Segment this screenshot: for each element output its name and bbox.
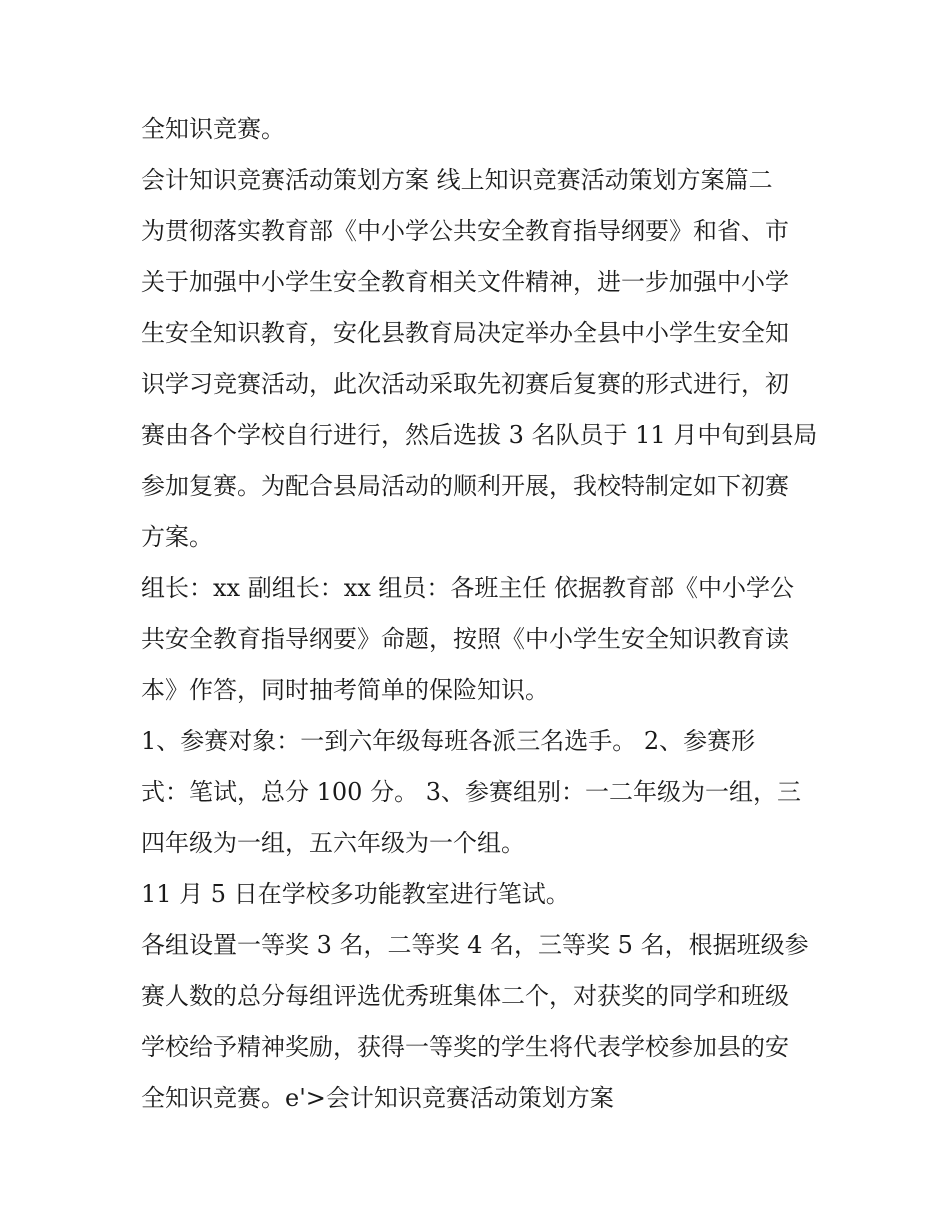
text-line: 共安全教育指导纲要》命题，按照《中小学生安全知识教育读 xyxy=(141,625,789,653)
text-line: 各组设置一等奖 3 名，二等奖 4 名，三等奖 5 名，根据班级参 xyxy=(141,931,809,959)
text-line: 赛由各个学校自行进行，然后选拔 3 名队员于 11 月中旬到县局 xyxy=(141,421,818,449)
text-line: 会计知识竞赛活动策划方案 线上知识竞赛活动策划方案篇二 xyxy=(141,166,773,194)
text-line: 识学习竞赛活动，此次活动采取先初赛后复赛的形式进行，初 xyxy=(141,370,789,398)
text-line: 参加复赛。为配合县局活动的顺利开展，我校特制定如下初赛 xyxy=(141,472,789,500)
text-line: 11 月 5 日在学校多功能教室进行笔试。 xyxy=(141,880,570,908)
text-line: 1、参赛对象：一到六年级每班各派三名选手。 2、参赛形 xyxy=(141,727,756,755)
text-line: 学校给予精神奖励，获得一等奖的学生将代表学校参加县的安 xyxy=(141,1033,789,1061)
text-line: 全知识竞赛。 xyxy=(141,115,285,143)
text-line: 为贯彻落实教育部《中小学公共安全教育指导纲要》和省、市 xyxy=(141,217,789,245)
text-line: 组长：xx 副组长：xx 组员：各班主任 依据教育部《中小学公 xyxy=(141,574,795,602)
text-line: 式：笔试，总分 100 分。 3、参赛组别：一二年级为一组，三 xyxy=(141,778,801,806)
text-line: 关于加强中小学生安全教育相关文件精神，进一步加强中小学 xyxy=(141,268,789,296)
text-line: 四年级为一组，五六年级为一个组。 xyxy=(141,829,525,857)
text-line: 生安全知识教育，安化县教育局决定举办全县中小学生安全知 xyxy=(141,319,789,347)
text-line: 赛人数的总分每组评选优秀班集体二个，对获奖的同学和班级 xyxy=(141,982,789,1010)
text-line: 本》作答，同时抽考简单的保险知识。 xyxy=(141,676,549,704)
text-line: 全知识竞赛。e'>会计知识竞赛活动策划方案 xyxy=(141,1084,614,1112)
text-line: 方案。 xyxy=(141,523,213,551)
